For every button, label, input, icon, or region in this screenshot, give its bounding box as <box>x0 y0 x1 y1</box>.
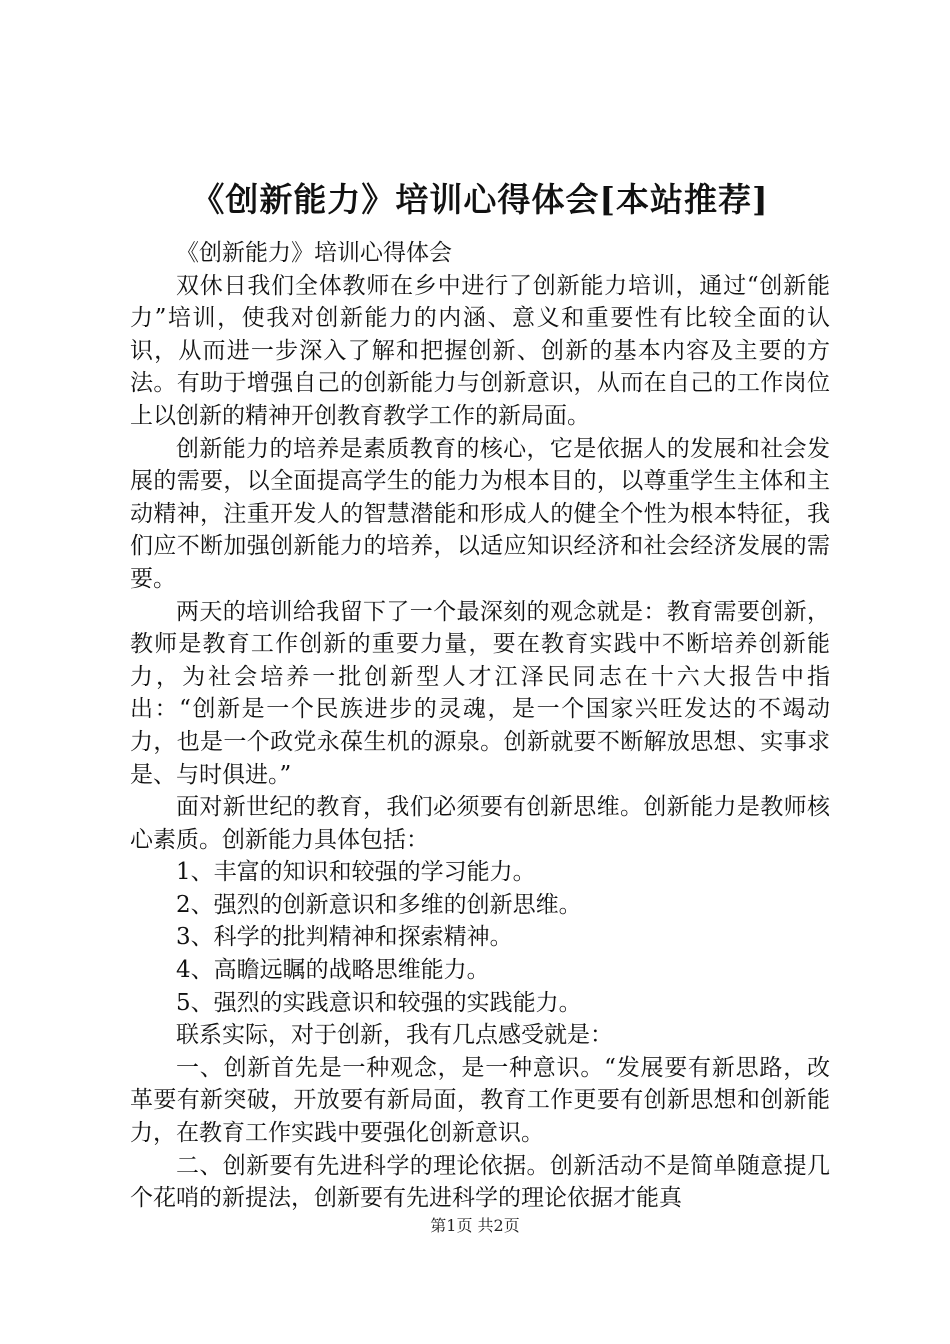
list-item-1: 1、丰富的知识和较强的学习能力。 <box>176 859 536 886</box>
paragraph-point-one: 一、创新首先是一种观念，是一种意识。“发展要有新思路，改革要有新突破，开放要有新局面，教育工作更要有创新思想和创新能力，在教育工作实践中要强化创新意识。 <box>130 1054 830 1147</box>
list-item-3: 3、科学的批判精神和探索精神。 <box>176 924 513 951</box>
list-item-4: 4、高瞻远瞩的战略思维能力。 <box>176 957 490 984</box>
paragraph-deep-impression: 两天的培训给我留下了一个最深刻的观念就是：教育需要创新，教师是教育工作创新的重要力量，要在教育实践中不断培养创新能力，为社会培养一批创新型人才江泽民同志在十六大报告中指出：“创新是一个民族进步的灵魂，是一个国家兴旺发达的不竭动力，也是一个政党永葆生机的源泉。创新就要不断解放思想、实事求是、与时俱进。” <box>130 598 830 788</box>
document-title: 《创新能力》培训心得体会[本站推荐] <box>191 180 769 219</box>
subtitle-paragraph: 《创新能力》培训心得体会 <box>176 240 452 266</box>
paragraph-reflection-intro: 联系实际，对于创新，我有几点感受就是： <box>176 1022 613 1049</box>
list-item-2: 2、强烈的创新意识和多维的创新思维。 <box>176 891 582 918</box>
paragraph-point-two: 二、创新要有先进科学的理论依据。创新活动不是简单随意提几个花哨的新提法，创新要有先进科学的理论依据才能真 <box>130 1152 830 1212</box>
page-footer: 第1页 共2页 <box>430 1216 520 1235</box>
document-body <box>130 237 830 1215</box>
list-item-5: 5、强烈的实践意识和较强的实践能力。 <box>176 989 582 1016</box>
paragraph-cultivation: 创新能力的培养是素质教育的核心，它是依据人的发展和社会发展的需要，以全面提高学生的能力为根本目的，以尊重学生主体和主动精神，注重开发人的智慧潜能和形成人的健全个性为根本特征，我们应不断加强创新能力的培养，以适应知识经济和社会经济发展的需要。 <box>130 435 830 592</box>
paragraph-training-intro: 双休日我们全体教师在乡中进行了创新能力培训，通过“创新能力”培训，使我对创新能力的内涵、意义和重要性有比较全面的认识，从而进一步深入了解和把握创新、创新的基本内容及主要的方法。有助于增强自己的创新能力与创新意识，从而在自己的工作岗位上以创新的精神开创教育教学工作的新局面。 <box>130 272 830 429</box>
paragraph-new-century: 面对新世纪的教育，我们必须要有创新思维。创新能力是教师核心素质。创新能力具体包括： <box>130 794 830 853</box>
